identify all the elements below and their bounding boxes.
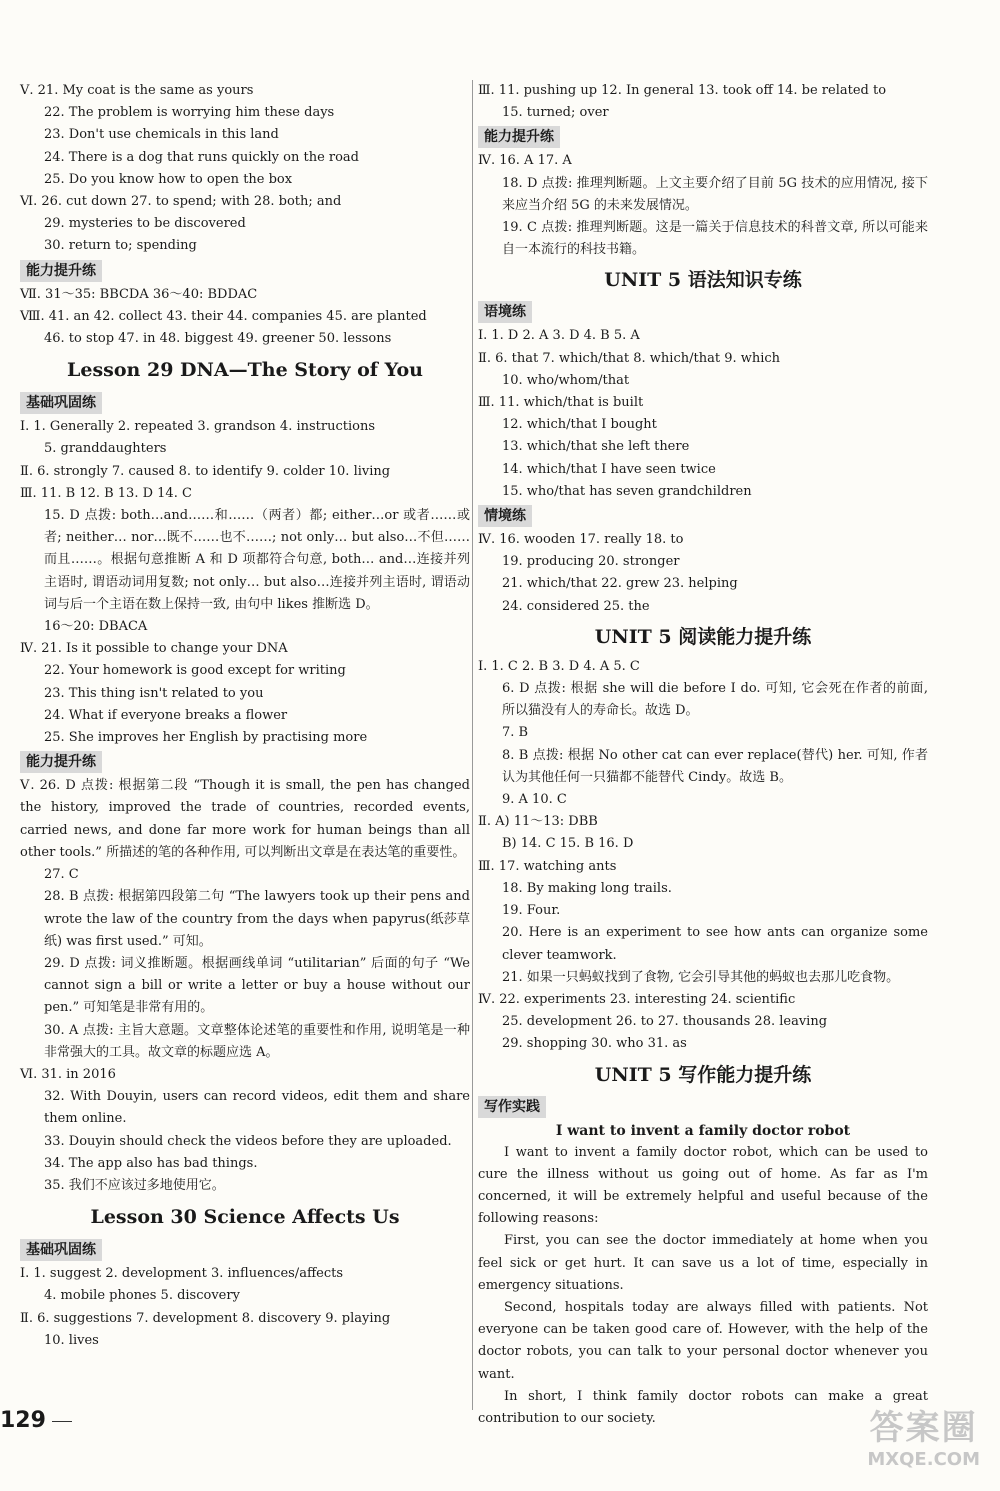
section-label: 情境练 — [478, 505, 532, 527]
answer-line: Ⅲ. 11. pushing up 12. In general 13. took off 14. be related to — [478, 83, 887, 98]
section-label: 基础巩固练 — [20, 1239, 102, 1261]
answer-explanation: 6. D 点拨: 根据 she will die before I do. 可知, 它会死在作者的前面, 所以猫没有人的寿命长。故选 D。 — [502, 681, 928, 719]
answer-line: 9. A 10. C — [502, 792, 567, 808]
answer-line: Ⅱ. 6. strongly 7. caused 8. to identify 9. colder 10. living — [20, 463, 391, 479]
answer-line: B) 14. C 15. B 16. D — [502, 836, 634, 852]
answer-line: 7. B — [502, 725, 529, 741]
answer-explanation: 28. B 点拨: 根据第四段第二句 “The lawyers took up their pens and wrote the law of the country from the days when papyrus(纸莎草纸) was first used.” 可知。 — [44, 889, 470, 949]
left-column — [20, 80, 470, 1352]
section-label-row — [20, 749, 470, 775]
answer-line: 23. This thing isn't related to you — [44, 685, 264, 701]
answer-line: 29. shopping 30. who 31. as — [502, 1036, 687, 1052]
answer-line: 27. C — [44, 867, 79, 883]
answer-line: Ⅴ. 21. My coat is the same as yours — [20, 83, 254, 98]
essay-paragraph: In short, I think family doctor robots can make a great contribution to our society. — [478, 1388, 928, 1426]
answer-line: 10. lives — [44, 1332, 99, 1348]
answer-line: 46. to stop 47. in 48. biggest 49. greener 50. lessons — [44, 331, 392, 347]
answer-line: Ⅳ. 16. wooden 17. really 18. to — [478, 532, 684, 548]
right-column — [478, 80, 928, 1430]
essay-paragraph: First, you can see the doctor immediately at home when you feel sick or get hurt. It can save us a lot of time, especially in emergency situations. — [478, 1233, 928, 1293]
answer-line: Ⅳ. 22. experiments 23. interesting 24. scientific — [478, 991, 796, 1007]
answer-line: 25. Do you know how to open the box — [44, 171, 293, 187]
answer-explanation: 19. C 点拨: 推理判断题。这是一篇关于信息技术的科普文章, 所以可能来自一本流行的科技书籍。 — [502, 220, 928, 258]
answer-line: 25. She improves her English by practising more — [44, 730, 368, 746]
answer-line: 10. who/whom/that — [502, 372, 630, 388]
watermark-url: MXQE.COM — [867, 1449, 980, 1470]
answer-line: 15. who/that has seven grandchildren — [502, 483, 752, 499]
answer-line: Ⅳ. 21. Is it possible to change your DNA — [20, 641, 288, 657]
answer-line: Ⅰ. 1. C 2. B 3. D 4. A 5. C — [478, 658, 640, 674]
answer-line: Ⅰ. 1. Generally 2. repeated 3. grandson 4. instructions — [20, 419, 376, 435]
answer-line: 25. development 26. to 27. thousands 28. leaving — [502, 1014, 828, 1030]
answer-line: 23. Don't use chemicals in this land — [44, 127, 279, 143]
section-label: 能力提升练 — [20, 260, 102, 282]
answer-line: 24. What if everyone breaks a flower — [44, 707, 288, 723]
section-label-row — [20, 1237, 470, 1263]
answer-line: Ⅱ. 6. that 7. which/that 8. which/that 9. which — [478, 350, 781, 366]
answer-line: 4. mobile phones 5. discovery — [44, 1288, 240, 1304]
answer-explanation: Ⅴ. 26. D 点拨: 根据第二段 “Though it is small, the pen has changed the history, improved the trade of countries, recorded events, carried news, and done far more work for human beings than all other tools.” 所描述的笔的各种作用, 可以判断出文章是在表达笔的重要性。 — [20, 778, 470, 860]
answer-explanation: 29. D 点拨: 词义推断题。根据画线单词 “utilitarian” 后面的句子 “We cannot sign a bill or write a letter or buy a house without our pen.” 可知笔是非常有用的。 — [44, 955, 470, 1016]
answer-line: 13. which/that she left there — [502, 439, 690, 455]
answer-explanation: 8. B 点拨: 根据 No other cat can ever replace(替代) her. 可知, 作者认为其他任何一只猫都不能替代 Cindy。故选 B。 — [502, 747, 928, 785]
section-label: 语境练 — [478, 301, 532, 323]
section-label-row — [20, 258, 470, 284]
unit-heading: UNIT 5 写作能力提升练 — [594, 1063, 812, 1086]
answer-line: 19. Four. — [502, 903, 561, 919]
section-label: 写作实践 — [478, 1096, 546, 1118]
answer-line: 35. 我们不应该过多地使用它。 — [44, 1177, 225, 1193]
section-label: 能力提升练 — [478, 126, 560, 148]
answer-line: 21. which/that 22. grew 23. helping — [502, 576, 738, 592]
unit-heading: UNIT 5 阅读能力提升练 — [594, 625, 812, 648]
answer-line: Ⅵ. 31. in 2016 — [20, 1066, 116, 1082]
answer-explanation: 15. D 点拨: both…and……和……（两者）都; either…or 或者……或者; neither… nor…既不……也不……; not only… but also…不但……而且……。根据句意推断 A 和 D 项都符合句意, both… and…连接并列主语时, 谓语动词用复数; not only… but also…连接并列主语时, 谓语动词与后一个主语在数上保持一致, 由句中 likes 推断选 D。 — [44, 508, 470, 612]
page-number: 129 — [0, 1408, 72, 1433]
answer-line: 30. return to; spending — [44, 238, 197, 254]
essay-paragraph: I want to invent a family doctor robot, which can be used to cure the illness without us going out of home. As far as I'm concerned, it will be extremely helpful and useful because of the following reasons: — [478, 1144, 928, 1227]
answer-line: 22. Your homework is good except for writing — [44, 663, 346, 679]
watermark-title: 答案圈 — [869, 1408, 978, 1448]
answer-line: 19. producing 20. stronger — [502, 554, 680, 570]
answer-explanation: 21. 如果一只蚂蚁找到了食物, 它会引导其他的蚂蚁也去那儿吃食物。 — [502, 969, 900, 985]
watermark-logo — [867, 1400, 980, 1470]
column-divider — [472, 80, 473, 1410]
answer-line: Ⅲ. 11. which/that is built — [478, 395, 644, 411]
section-label-row — [478, 1094, 928, 1120]
answer-line: 34. The app also has bad things. — [44, 1155, 258, 1171]
section-label-row — [478, 299, 928, 325]
answer-line: Ⅵ. 26. cut down 27. to spend; with 28. both; and — [20, 194, 342, 210]
answer-line: 33. Douyin should check the videos before they are uploaded. — [44, 1133, 452, 1149]
answer-line: Ⅰ. 1. D 2. A 3. D 4. B 5. A — [478, 328, 640, 344]
answer-line: 29. mysteries to be discovered — [44, 216, 246, 232]
section-label-row — [478, 124, 928, 150]
unit-heading: UNIT 5 语法知识专练 — [604, 269, 802, 292]
answer-line: 24. There is a dog that runs quickly on the road — [44, 149, 360, 165]
section-label: 能力提升练 — [20, 751, 102, 773]
section-label: 基础巩固练 — [20, 392, 102, 414]
answer-line: Ⅱ. 6. suggestions 7. development 8. discovery 9. playing — [20, 1310, 391, 1326]
essay-paragraph: Second, hospitals today are always filled with patients. Not everyone can be taken good care of. However, with the help of the doctor robots, you can talk to your personal doctor whenever you want. — [478, 1299, 928, 1382]
answer-line: Ⅷ. 41. an 42. collect 43. their 44. companies 45. are planted — [20, 308, 427, 324]
answer-line: Ⅶ. 31～35: BBCDA 36～40: BDDAC — [20, 286, 258, 302]
answer-line: 16～20: DBACA — [44, 619, 148, 635]
answer-line: Ⅰ. 1. suggest 2. development 3. influences/affects — [20, 1266, 344, 1282]
lesson-heading: Lesson 30 Science Affects Us — [90, 1206, 400, 1229]
answer-line: 24. considered 25. the — [502, 598, 650, 614]
answer-line: Ⅳ. 16. A 17. A — [478, 153, 572, 169]
answer-line: Ⅲ. 17. watching ants — [478, 858, 617, 874]
answer-line: 15. turned; over — [502, 105, 609, 121]
answer-explanation: 30. A 点拨: 主旨大意题。文章整体论述笔的重要性和作用, 说明笔是一种非常强大的工具。故文章的标题应选 A。 — [44, 1022, 470, 1060]
answer-line: 5. granddaughters — [44, 441, 167, 457]
answer-explanation: 32. With Douyin, users can record videos, edit them and share them online. — [44, 1089, 470, 1127]
answer-line: 14. which/that I have seen twice — [502, 461, 716, 477]
answer-explanation: 18. D 点拨: 推理判断题。上文主要介绍了目前 5G 技术的应用情况, 接下来应当介绍 5G 的未来发展情况。 — [502, 175, 928, 213]
answer-line: Ⅱ. A) 11～13: DBB — [478, 814, 598, 830]
answer-line: 22. The problem is worrying him these days — [44, 105, 335, 121]
answer-line: 12. which/that I bought — [502, 417, 657, 433]
answer-line: Ⅲ. 11. B 12. B 13. D 14. C — [20, 485, 192, 501]
answer-line: 18. By making long trails. — [502, 880, 672, 896]
essay-title: I want to invent a family doctor robot — [555, 1122, 851, 1139]
answer-explanation: 20. Here is an experiment to see how ants can organize some clever teamwork. — [502, 925, 928, 963]
section-label-row — [478, 503, 928, 529]
section-label-row — [20, 390, 470, 416]
lesson-heading: Lesson 29 DNA—The Story of You — [67, 359, 423, 382]
